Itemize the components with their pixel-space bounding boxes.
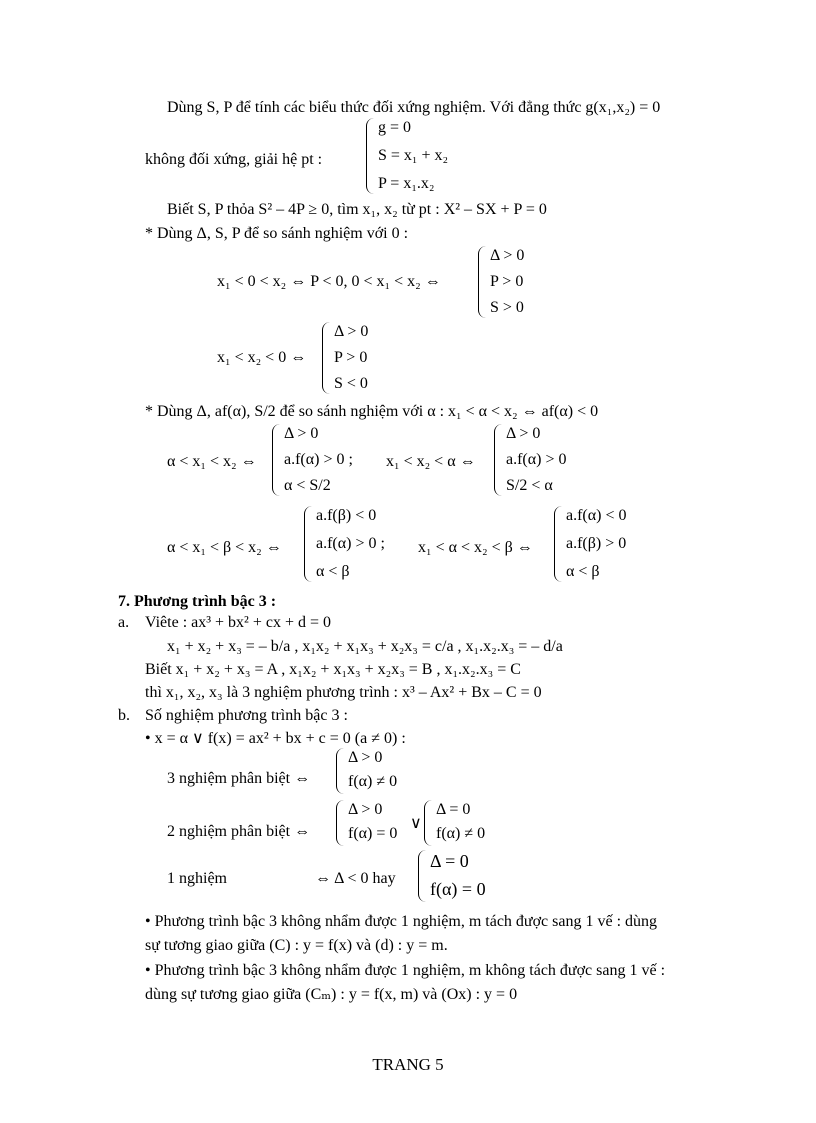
equation-system xyxy=(272,424,382,496)
equation-system xyxy=(424,800,514,846)
brace xyxy=(418,850,429,902)
text-line: * Dùng Δ, af(α), S/2 để so sánh nghiệm với α : x₁ < α < x₂ ⇔ af(α) < 0 xyxy=(145,403,599,420)
brace xyxy=(272,424,283,496)
text-line: thì x₁, x₂, x₃ là 3 nghiệm phương trình : x³ – Ax² + Bx – C = 0 xyxy=(145,684,542,701)
section-heading: 7. Phương trình bậc 3 : xyxy=(118,593,277,610)
eq-row: P > 0 xyxy=(334,349,368,366)
text-line: sự tương giao giữa (C) : y = f(x) và (d) : y = m. xyxy=(145,937,448,954)
eq-row: a.f(α) > 0 xyxy=(506,451,567,468)
text-line: Viête : ax³ + bx² + cx + d = 0 xyxy=(145,614,332,631)
eq-row: α < β xyxy=(316,563,350,580)
eq-row: f(α) = 0 xyxy=(348,825,398,842)
text-line: * Dùng Δ, S, P để so sánh nghiệm với 0 : xyxy=(145,225,409,242)
eq-row: Δ > 0 xyxy=(490,247,525,264)
equation-system xyxy=(554,506,654,582)
eq-row: P > 0 xyxy=(490,273,524,290)
eq-row: S = x₁ + x₂ xyxy=(378,147,449,164)
eq-row: S < 0 xyxy=(334,375,368,392)
equation-system xyxy=(336,800,416,846)
text-line: Biết x₁ + x₂ + x₃ = A , x₁x₂ + x₁x₃ + x₂x₃ = B , x₁.x₂.x₃ = C xyxy=(145,661,521,678)
brace xyxy=(336,748,347,794)
brace xyxy=(322,322,333,394)
eq-row: Δ > 0 xyxy=(334,323,369,340)
eq-row: S > 0 xyxy=(490,299,524,316)
text-line: 2 nghiệm phân biệt ⇔ xyxy=(167,823,311,840)
eq-row: f(α) = 0 xyxy=(430,879,486,899)
equation-system xyxy=(304,506,404,582)
eq-row: f(α) ≠ 0 xyxy=(348,773,398,790)
text-line: x₁ < x₂ < α ⇔ xyxy=(386,453,476,470)
text-line: 1 nghiệm xyxy=(167,870,227,887)
eq-row: a.f(β) > 0 xyxy=(566,535,627,552)
text-line: 3 nghiệm phân biệt ⇔ xyxy=(167,770,311,787)
equation-system xyxy=(418,850,518,902)
text-line: ⇔ Δ < 0 hay xyxy=(315,870,396,887)
eq-row: P = x₁.x₂ xyxy=(378,175,435,192)
brace xyxy=(478,246,489,318)
eq-row: a.f(α) > 0 ; xyxy=(316,535,385,552)
eq-row: g = 0 xyxy=(378,119,412,136)
equation-system xyxy=(322,322,402,394)
eq-row: Δ > 0 xyxy=(284,425,319,442)
brace xyxy=(336,800,347,846)
text-line: α < x₁ < β < x₂ ⇔ xyxy=(167,539,282,556)
brace xyxy=(554,506,565,582)
text-line: Dùng S, P để tính các biểu thức đối xứng nghiệm. Với đẳng thức g(x₁,x₂) = 0 xyxy=(167,99,661,116)
eq-row: Δ = 0 xyxy=(436,801,471,818)
text-line: Biết S, P thỏa S² – 4P ≥ 0, tìm x₁, x₂ từ pt : X² – SX + P = 0 xyxy=(167,201,547,218)
brace xyxy=(366,118,377,194)
eq-row: a.f(α) > 0 ; xyxy=(284,451,353,468)
eq-row: Δ > 0 xyxy=(506,425,541,442)
eq-row: S/2 < α xyxy=(506,477,553,494)
page-number: TRANG 5 xyxy=(372,1055,444,1074)
eq-row: α < β xyxy=(566,563,600,580)
eq-row: Δ > 0 xyxy=(348,749,383,766)
text-line: x₁ < α < x₂ < β ⇔ xyxy=(418,539,533,556)
eq-row: α < S/2 xyxy=(284,477,331,494)
text-line: không đối xứng, giải hệ pt : xyxy=(145,151,323,168)
brace xyxy=(304,506,315,582)
text-line: α < x₁ < x₂ ⇔ xyxy=(167,453,257,470)
text-line: x₁ < 0 < x₂ ⇔ P < 0, 0 < x₁ < x₂ ⇔ xyxy=(217,273,441,290)
equation-system xyxy=(478,246,558,318)
eq-row: Δ = 0 xyxy=(430,851,469,871)
list-label: a. xyxy=(118,614,130,631)
text-line: • Phương trình bậc 3 không nhẩm được 1 nghiệm, m không tách được sang 1 vế : xyxy=(145,962,666,979)
list-label: b. xyxy=(118,707,130,724)
equation-system xyxy=(366,118,486,194)
text-line: x₁ + x₂ + x₃ = – b/a , x₁x₂ + x₁x₃ + x₂x₃ = c/a , x₁.x₂.x₃ = – d/a xyxy=(167,638,563,655)
eq-row: a.f(α) < 0 xyxy=(566,507,627,524)
text-line: Số nghiệm phương trình bậc 3 : xyxy=(145,707,348,724)
eq-row: a.f(β) < 0 xyxy=(316,507,377,524)
equation-system xyxy=(336,748,426,794)
equation-system xyxy=(494,424,594,496)
or-symbol: ∨ xyxy=(410,815,422,832)
brace xyxy=(424,800,435,846)
eq-row: f(α) ≠ 0 xyxy=(436,825,486,842)
text-line: • x = α ∨ f(x) = ax² + bx + c = 0 (a ≠ 0) : xyxy=(145,730,406,747)
text-line: x₁ < x₂ < 0 ⇔ xyxy=(217,349,307,366)
text-line: dùng sự tương giao giữa (Cₘ) : y = f(x, m) và (Ox) : y = 0 xyxy=(145,986,518,1003)
brace xyxy=(494,424,505,496)
eq-row: Δ > 0 xyxy=(348,801,383,818)
text-line: • Phương trình bậc 3 không nhẩm được 1 nghiệm, m tách được sang 1 vế : dùng xyxy=(145,913,658,930)
